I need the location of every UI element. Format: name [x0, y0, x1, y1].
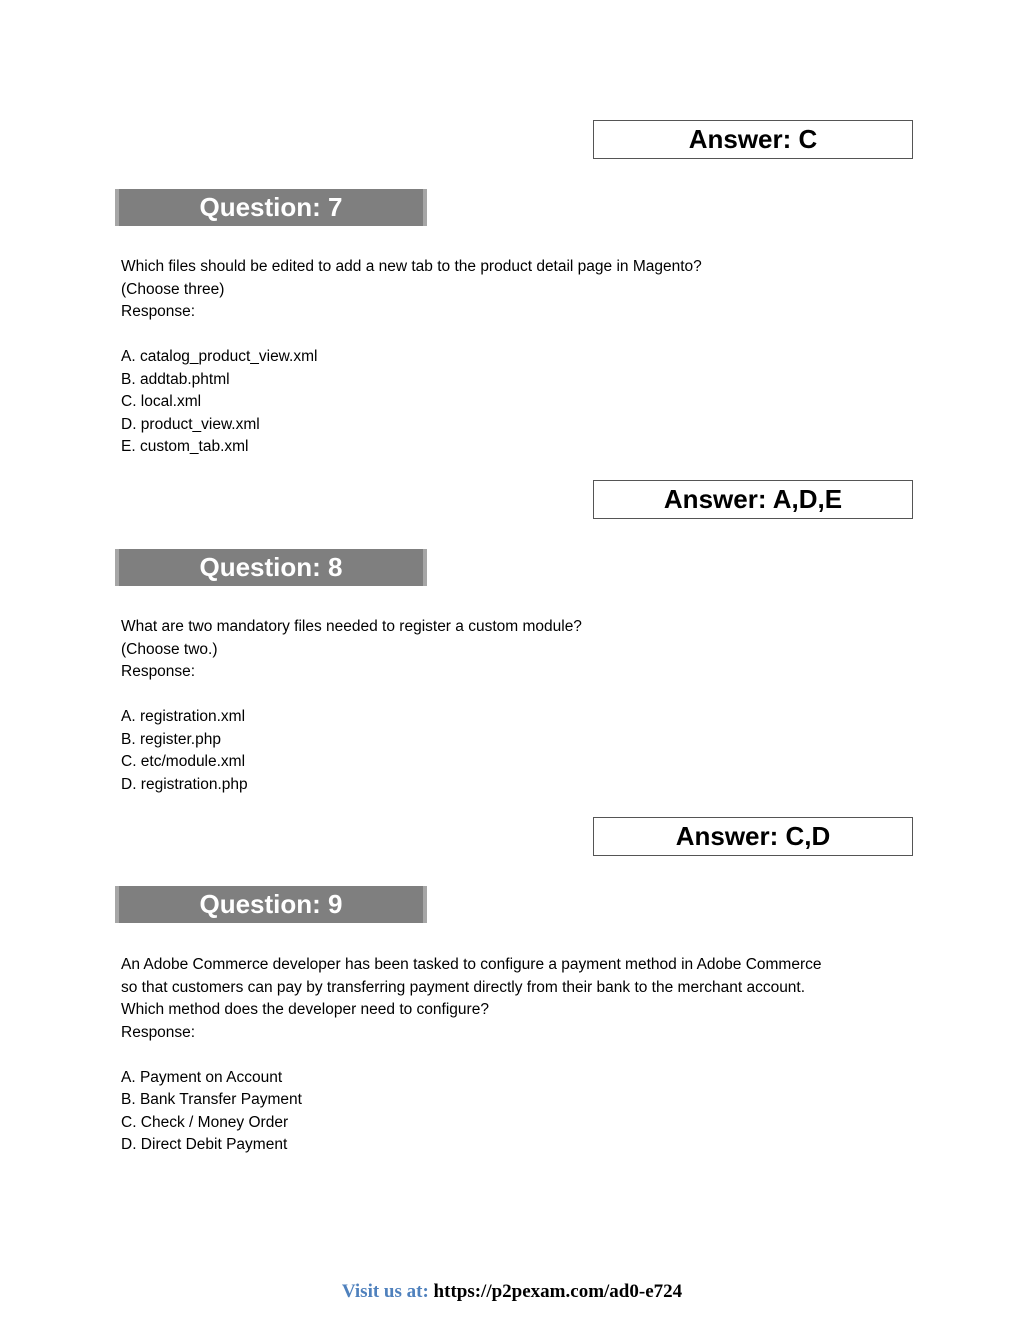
- option-e: E. custom_tab.xml: [121, 438, 249, 455]
- option-c: C. local.xml: [121, 393, 202, 410]
- option-b: B. register.php: [121, 730, 221, 748]
- answer-box-7: [593, 480, 913, 519]
- question-body-7: [121, 256, 911, 459]
- question-text-line: Response:: [121, 663, 196, 680]
- question-text-line: What are two mandatory files needed to register a custom module?: [121, 618, 582, 635]
- question-text-line: An Adobe Commerce developer has been tasked to configure a payment method in Adobe Commerce: [121, 956, 822, 973]
- answer-text: Answer: A,D,E: [663, 484, 843, 514]
- answer-text: Answer: C,D: [675, 821, 831, 851]
- option-a: A. Payment on Account: [121, 1068, 283, 1086]
- question-body-9: [121, 954, 911, 1157]
- option-c: C. Check / Money Order: [121, 1113, 289, 1131]
- question-text-line: Which method does the developer need to configure?: [121, 1001, 489, 1018]
- answer-box-8: [593, 817, 913, 856]
- question-body-8: [121, 616, 911, 796]
- question-text-line: Response:: [121, 1023, 196, 1041]
- question-header-9: [115, 886, 427, 923]
- question-text-line: Which files should be edited to add a new tab to the product detail page in Magento?: [121, 258, 702, 275]
- question-text-line: (Choose three): [121, 280, 225, 298]
- question-title: Question: 9: [199, 889, 343, 919]
- question-text-line: so that customers can pay by transferring payment directly from their bank to the merchant account.: [121, 978, 806, 996]
- question-header-8: [115, 549, 427, 586]
- option-d: D. product_view.xml: [121, 415, 260, 433]
- option-c: C. etc/module.xml: [121, 753, 246, 770]
- option-b: B. Bank Transfer Payment: [121, 1091, 302, 1108]
- question-header-7: [115, 189, 427, 226]
- footer-label: Visit us at:: [341, 1281, 429, 1302]
- question-text-line: Response:: [121, 303, 196, 320]
- footer-link[interactable]: https://p2pexam.com/ad0-e724: [433, 1281, 683, 1302]
- question-title: Question: 7: [199, 192, 343, 222]
- question-text-line: (Choose two.): [121, 640, 218, 658]
- answer-text: Answer: C: [688, 124, 818, 154]
- option-a: A. catalog_product_view.xml: [121, 348, 318, 365]
- option-a: A. registration.xml: [121, 708, 246, 725]
- question-title: Question: 8: [199, 552, 343, 582]
- option-d: D. registration.php: [121, 775, 248, 793]
- option-d: D. Direct Debit Payment: [121, 1136, 288, 1153]
- option-b: B. addtab.phtml: [121, 370, 230, 388]
- answer-box-6: [593, 120, 913, 159]
- page-footer: [0, 1281, 1024, 1303]
